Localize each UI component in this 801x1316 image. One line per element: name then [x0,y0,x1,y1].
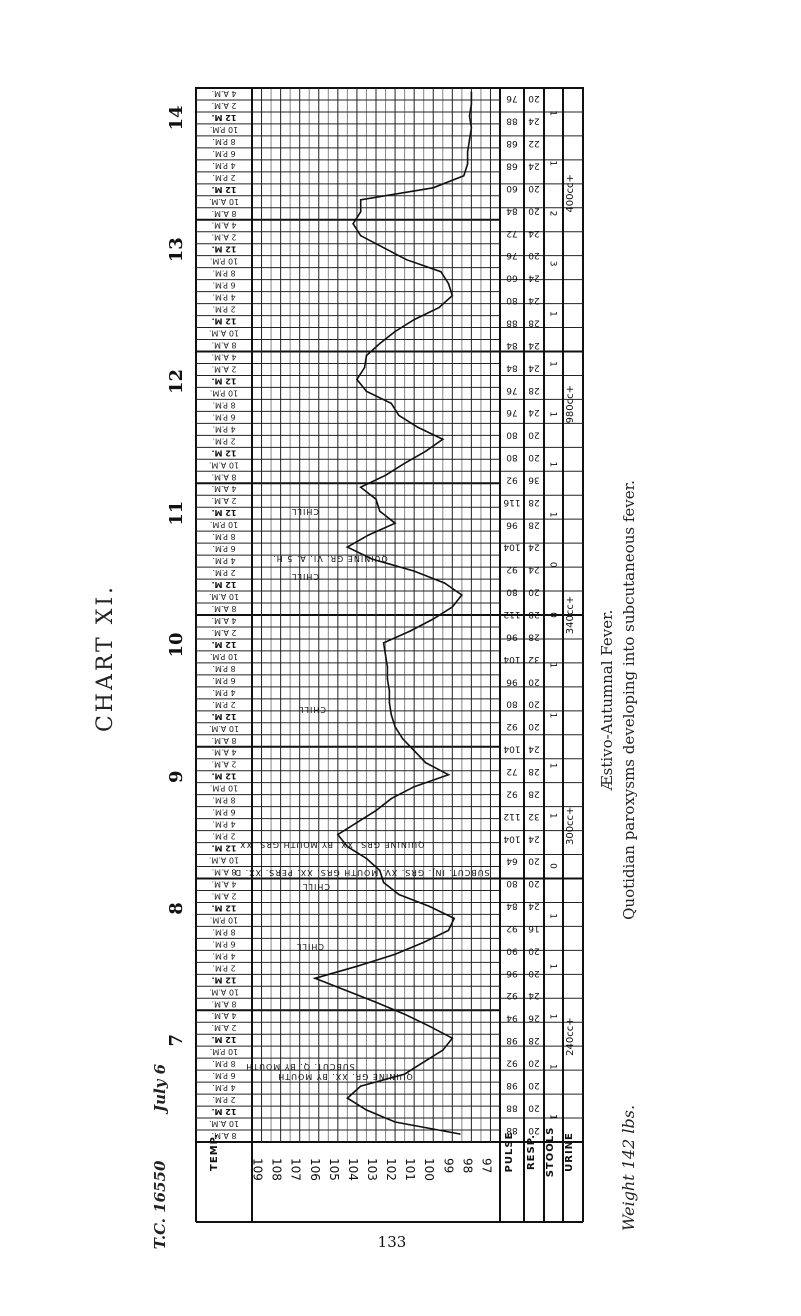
resp-value: 36 [528,474,540,485]
caption-title: Æstivo-Autumnal Fever. [598,609,616,791]
resp-value: 24 [528,833,540,844]
pulse-value: 80 [506,698,518,709]
resp-value: 24 [528,115,540,126]
pulse-value: 112 [503,609,521,619]
pulse-value: 68 [506,138,518,149]
pulse-value: 80 [506,586,518,597]
resp-value: 20 [528,1102,540,1113]
time-row-label: 8 A.M. [211,472,237,482]
temp-tick-label: 100 [422,1158,437,1181]
day-marker: 9 [166,770,187,784]
temp-tick-label: 107 [288,1158,303,1181]
time-row-label: 4 A.M. [211,220,237,230]
pulse-value: 92 [506,922,518,933]
stool-value: 1 [547,1013,558,1020]
resp-value: 24 [528,990,540,1001]
time-row-label: 6 P.M. [212,675,236,685]
time-row-label: 2 P.M. [212,172,236,182]
resp-value: 28 [528,788,540,799]
resp-value: 28 [528,496,540,507]
resp-value: 20 [528,945,540,956]
pulse-value: 76 [506,407,518,418]
resp-value: 24 [528,295,540,306]
time-row-label: 12 M. [211,843,237,853]
urine-value: 980cc+ [565,384,576,424]
resp-value: 20 [528,250,540,261]
case-number: T.C. 16550 [151,1160,169,1250]
stool-value: 0 [547,863,558,869]
pulse-value: 84 [506,900,518,911]
weight-note: Weight 142 lbs. [619,1104,638,1232]
resp-value: 24 [528,362,540,373]
pulse-value: 90 [506,945,518,956]
pulse-value: 76 [506,250,518,261]
day-marker: 12 [166,368,187,395]
resp-value: 20 [528,676,540,687]
time-row-label: 4 P.M. [212,1083,236,1093]
resp-value: 28 [528,765,540,776]
time-row-label: 2 P.M. [212,436,236,446]
pulse-value: 112 [503,810,521,821]
temp-tick-label: 109 [250,1158,265,1181]
day-marker: 13 [166,237,187,263]
pulse-value: 88 [506,317,518,328]
temperature-series-line [315,92,471,1134]
temp-tick-label: 103 [365,1158,379,1181]
pulse-value: 88 [506,115,518,126]
temp-tick-label: 98 [460,1158,475,1174]
time-row-label: 10 A.M. [208,987,240,997]
time-row-label: 12 M. [211,316,237,326]
pulse-value: 60 [506,272,518,283]
resp-value: 24 [528,541,540,552]
time-row-label: 12 M. [211,711,237,721]
stool-value: 2 [547,210,558,217]
page-number: 133 [377,1233,407,1251]
stool-value: 1 [547,812,558,819]
time-row-label: 12 M. [211,112,237,122]
resp-value: 20 [528,967,540,978]
resp-value: 20 [528,721,540,732]
stool-value: 1 [547,461,558,468]
temperature-axis [251,1158,494,1181]
chart-grid [196,88,583,1222]
pulse-value: 92 [506,564,518,575]
time-row-label: 10 P.M. [209,1047,239,1057]
treatment-annotation: QUININE GRS. XX. BY MOUTH GRS. XX. [235,840,425,849]
day-marker: 11 [166,500,187,526]
treatment-annotation: CHILL [291,507,319,516]
time-row-label: 10 P.M. [209,256,239,266]
resp-value: 32 [528,810,540,821]
treatment-annotation: SUBCUT. INJ. GRS. XV. MOUTH GRS. XX. PERS. XX. D. [230,868,490,877]
pulse-value: 84 [506,362,518,373]
stool-value: 1 [547,712,558,719]
time-row-label: 10 A.M. [208,592,240,602]
time-row-label: 6 P.M. [212,1071,236,1081]
pulse-value: 84 [506,205,518,216]
resp-value: 20 [528,878,540,889]
time-row-label: 8 P.M. [212,268,236,278]
time-row-label: 12 M. [211,508,237,518]
time-row-label: 4 A.M. [211,1011,237,1021]
resp-value: 28 [528,519,540,530]
time-row-label: 2 A.M. [211,496,237,506]
resp-value: 26 [528,1012,540,1023]
time-row-label: 4 A.M. [211,352,237,362]
pulse-value: 92 [506,990,518,1001]
resp-axis-label: RESP. [526,1133,537,1171]
time-row-label: 10 P.M. [209,520,239,530]
pulse-value: 104 [503,743,521,754]
resp-value: 20 [528,1079,540,1090]
time-row-label: 12 M. [211,975,237,985]
stool-value: 1 [547,160,558,167]
stool-value: 3 [547,260,558,267]
resp-value: 24 [528,564,540,575]
treatment-annotation: CHILL [291,572,319,581]
time-row-label: 10 P.M. [209,783,239,793]
time-row-label: 8 P.M. [212,532,236,542]
time-row-label: 12 M. [211,376,237,386]
pulse-value: 104 [503,541,521,552]
stool-value: 1 [547,913,558,920]
time-row-label: 10 P.M. [209,915,239,925]
time-row-label: 8 A.M. [211,604,237,614]
stool-value: 0 [547,561,558,568]
treatment-annotation: QUININE GR. VI. A. 5 H. [272,554,388,563]
stool-value: 1 [547,1114,558,1120]
time-row-label: 12 M. [211,580,237,590]
temp-tick-label: 105 [326,1158,341,1181]
temp-tick-label: 97 [479,1158,494,1174]
start-date: July 6 [151,1063,169,1113]
stool-value: 1 [547,310,558,317]
pulse-value: 68 [506,160,518,171]
time-row-label: 8 P.M. [212,400,236,410]
pulse-value: 92 [506,788,518,799]
resp-value: 20 [528,855,540,866]
time-row-label: 12 M. [211,1035,237,1045]
time-row-label: 2 A.M. [211,759,237,769]
time-row-label: 2 A.M. [211,364,237,374]
resp-value: 32 [528,653,540,664]
time-row-label: 10 P.M. [209,651,239,661]
time-row-label: 10 A.M. [208,1119,240,1129]
stool-value: 1 [547,411,558,418]
day-marker: 14 [166,105,187,131]
resp-value: 20 [528,586,540,597]
stool-value: 1 [547,963,558,970]
time-row-label: 6 P.M. [212,807,236,817]
time-row-label: 6 P.M. [212,412,236,422]
pulse-value: 76 [506,93,518,104]
resp-value: 24 [528,227,540,238]
time-row-label: 12 M. [211,1107,237,1117]
time-row-label: 12 M. [211,771,237,781]
resp-value: 22 [528,138,540,149]
time-row-label: 8 P.M. [212,927,236,937]
resp-value: 20 [528,452,540,463]
treatment-annotation: CHILL [298,705,326,714]
treatment-annotation: SUBCUT. Q. BY MOUTH [245,1062,355,1071]
time-row-label: 8 P.M. [212,795,236,805]
pulse-value: 96 [506,631,518,642]
stool-value: 1 [547,662,558,669]
pulse-value: 116 [503,496,521,507]
resp-value: 28 [528,317,540,328]
pulse-value: 92 [506,721,518,732]
time-row-label: 10 P.M. [209,388,239,398]
resp-value: 24 [528,339,540,350]
resp-value: 24 [528,743,540,754]
resp-value: 20 [528,698,540,709]
pulse-value: 72 [506,765,518,776]
pulse-value: 72 [506,227,518,238]
urine-value: 400cc+ [565,174,576,213]
time-row-label: 6 P.M. [212,939,236,949]
pulse-value: 96 [506,676,518,687]
urine-value: 300cc+ [565,806,576,846]
time-row-label: 4 P.M. [212,951,236,961]
temp-tick-label: 106 [307,1158,322,1181]
time-row-label: 2 P.M. [212,304,236,314]
stools-axis-label: STOOLS [545,1126,556,1178]
urine-value: 240cc+ [565,1017,576,1056]
time-row-label: 12 M. [211,184,237,194]
time-row-label: 8 A.M. [211,999,237,1009]
pulse-value: 96 [506,967,518,978]
urine-column [565,174,576,1056]
pulse-value: 84 [506,339,518,350]
time-row-label: 4 P.M. [212,292,236,302]
pulse-value: 80 [506,878,518,889]
day-marker: 7 [166,1033,187,1047]
pulse-value: 64 [506,855,518,866]
time-row-label: 8 A.M. [211,735,237,745]
pulse-value: 92 [506,474,518,485]
pulse-value: 96 [506,519,518,530]
resp-value: 28 [528,384,540,395]
time-row-label: 12 M. [211,244,237,254]
time-row-label: 10 A.M. [208,855,240,865]
time-row-label: 10 A.M. [208,328,240,338]
resp-value: 24 [528,272,540,283]
pulse-value: 92 [506,1057,518,1068]
time-row-label: 8 P.M. [212,1059,236,1069]
urine-axis-label: URINE [564,1132,575,1172]
time-row-label: 4 A.M. [211,747,237,757]
stool-value: 1 [547,511,558,518]
pulse-value: 104 [503,833,521,844]
resp-value: 20 [528,429,540,440]
temp-tick-label: 102 [384,1158,399,1181]
pulse-value: 76 [506,384,518,395]
time-row-label: 2 A.M. [211,627,237,637]
resp-value: 24 [528,900,540,911]
time-row-label: 2 P.M. [212,963,236,973]
time-row-label: 2 P.M. [212,1095,236,1105]
temp-tick-label: 104 [345,1158,360,1181]
stool-value: 1 [547,1063,558,1070]
time-row-label: 6 P.M. [212,148,236,158]
temp-tick-label: 99 [441,1158,456,1174]
time-row-label: 4 P.M. [212,556,236,566]
resp-value: 28 [528,609,540,619]
stool-value: 1 [547,361,558,367]
pulse-value: 94 [506,1012,518,1023]
temp-tick-label: 108 [269,1158,284,1181]
time-row-label: 6 P.M. [212,280,236,290]
day-marker: 10 [166,632,187,658]
chart-title: CHART XI. [93,583,118,733]
pulse-value: 80 [506,452,518,463]
stool-value: 1 [547,762,558,769]
pulse-resp-columns [503,93,540,1135]
time-row-label: 2 A.M. [211,232,237,242]
treatment-annotation: CHILL [296,942,324,951]
temp-tick-label: 101 [403,1158,418,1181]
time-row-label: 4 A.M. [211,615,237,625]
time-row-label: 8 A.M. [211,208,237,218]
time-row-label: 4 A.M. [211,879,237,889]
resp-value: 24 [528,160,540,171]
pulse-axis-label: PULSE [504,1131,515,1173]
time-row-label: 8 A.M. [211,340,237,350]
urine-value: 340cc+ [565,595,576,635]
pulse-value: 98 [506,1035,518,1046]
time-row-label: 2 P.M. [212,568,236,578]
pulse-value: 60 [506,182,518,193]
time-row-label: 4 A.M. [211,484,237,494]
time-row-label: 10 P.M. [209,124,239,134]
time-row-label: 12 M. [211,448,237,458]
stool-value: 0 [547,612,558,618]
time-row-label: 10 A.M. [208,460,240,470]
pulse-value: 98 [506,1079,518,1090]
resp-value: 20 [528,1124,540,1135]
stool-value: 1 [547,110,558,116]
pulse-value: 88 [506,1102,518,1113]
time-row-label: 2 P.M. [212,831,236,841]
resp-value: 20 [528,182,540,193]
time-row-label: 4 P.M. [212,424,236,434]
time-row-label: 2 A.M. [211,1023,237,1033]
time-row-label: 12 M. [211,903,237,913]
resp-value: 20 [528,93,540,104]
time-row-label: 2 P.M. [212,699,236,709]
pulse-value: 80 [506,429,518,440]
time-row-label: 2 A.M. [211,891,237,901]
time-row-label: 4 P.M. [212,819,236,829]
time-row-label: 12 M. [211,639,237,649]
temp-axis-label: TEMP. [209,1133,220,1171]
pulse-value: 104 [503,653,521,664]
time-row-label: 8 A.M. [211,867,237,877]
time-row-label: 8 P.M. [212,663,236,673]
time-row-label: 4 P.M. [212,160,236,170]
day-marker: 8 [166,902,187,915]
stools-column [548,110,558,1120]
time-row-label: 10 A.M. [208,723,240,733]
time-row-label: 8 P.M. [212,136,236,146]
treatment-annotation: QUININE GR. XX. BY MOUTH [277,1072,413,1081]
time-row-label: 2 A.M. [211,100,237,110]
time-row-label: 6 P.M. [212,544,236,554]
resp-value: 20 [528,205,540,216]
time-row-label: 8 A.M. [211,1131,237,1141]
resp-value: 20 [528,1057,540,1068]
pulse-value: 80 [506,295,518,306]
pulse-value: 88 [506,1124,518,1135]
resp-value: 24 [528,407,540,418]
treatment-annotation: CHILL [302,882,330,891]
caption-subtitle: Quotidian paroxysms developing into subcutaneous fever. [620,480,638,920]
resp-value: 28 [528,1035,540,1046]
day-markers [166,105,187,1046]
treatment-annotations [230,507,489,1081]
resp-value: 28 [528,631,540,642]
time-row-label: 4 A.M. [211,88,237,98]
time-row-label: 10 A.M. [208,196,240,206]
time-row-label: 4 P.M. [212,687,236,697]
resp-value: 16 [528,922,540,933]
